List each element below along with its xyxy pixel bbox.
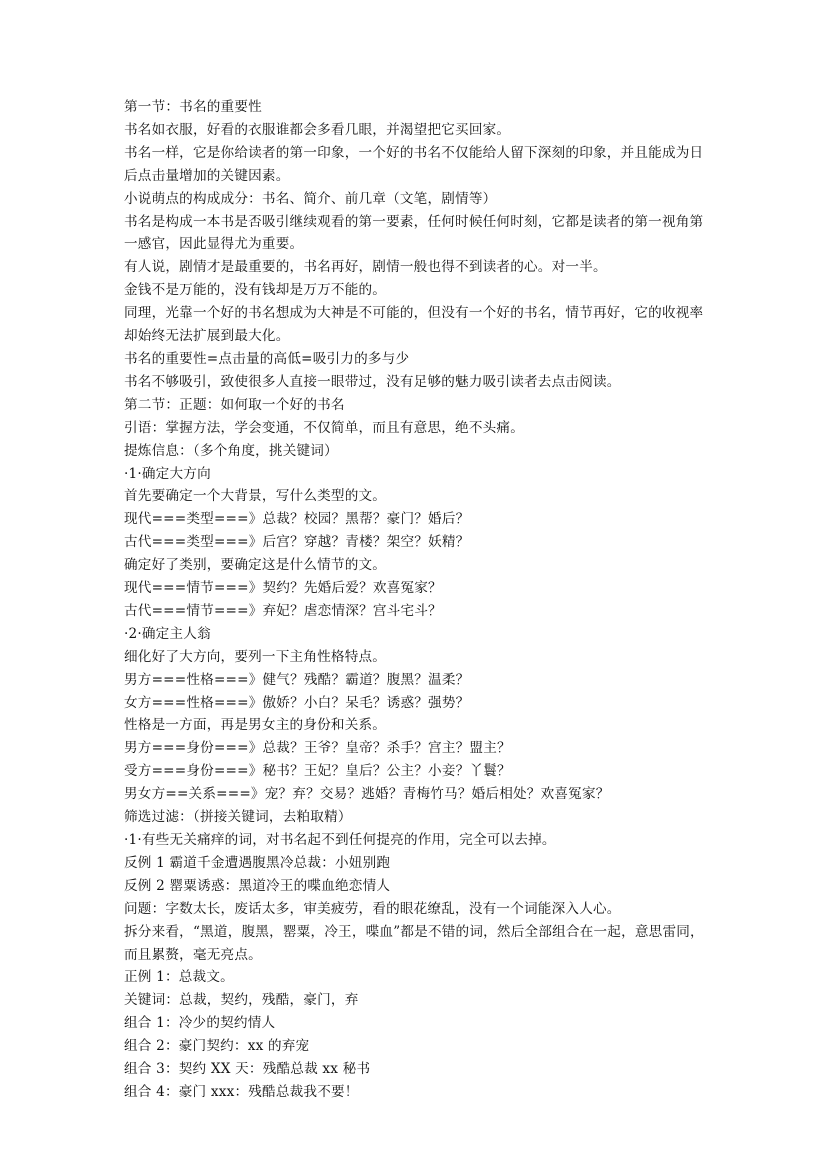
- paragraph: 古代===情节===》弃妃？虐恋情深？宫斗宅斗？: [124, 602, 442, 619]
- paragraph: 同理，光靠一个好的书名想成为大神是不可能的，但没有一个好的书名，情节再好，它的收视率却始终无法扩展到最大化。: [124, 305, 704, 345]
- paragraph: 首先要确定一个大背景，写什么类型的文。: [124, 488, 387, 505]
- paragraph: 古代===类型===》后宫？穿越？青楼？架空？妖精？: [124, 534, 470, 551]
- paragraph: 男方===性格===》健气？残酷？霸道？腹黑？温柔？: [124, 671, 470, 688]
- paragraph: 男方===身份===》总裁？王爷？皇帝？杀手？宫主？盟主？: [124, 740, 511, 757]
- subheading: ·1·确定大方向: [124, 465, 211, 482]
- paragraph: 金钱不是万能的，没有钱却是万万不能的。: [124, 282, 387, 299]
- paragraph: 细化好了大方向，要列一下主角性格特点。: [124, 648, 387, 665]
- paragraph: 组合 1：冷少的契约情人: [124, 1015, 276, 1032]
- paragraph: ·1·有些无关痛痒的词，对书名起不到任何提亮的作用，完全可以去掉。: [124, 832, 556, 848]
- paragraph: 书名一样，它是你给读者的第一印象，一个好的书名不仅能给人留下深刻的印象，并且能成为日后点击量增加的关键因素。: [124, 144, 704, 184]
- paragraph: 组合 4：豪门 xxx：残酷总裁我不要！: [124, 1083, 359, 1100]
- paragraph: 书名如衣服，好看的衣服谁都会多看几眼，并渴望把它买回家。: [124, 121, 511, 138]
- paragraph: 现代===情节===》契约？先婚后爱？欢喜冤家？: [124, 580, 442, 597]
- paragraph: 现代===类型===》总裁？校园？黑帮？豪门？婚后？: [124, 511, 470, 528]
- paragraph: 书名是构成一本书是否吸引继续观看的第一要素，任何时候任何时刻，它都是读者的第一视角第一感官，因此显得尤为重要。: [124, 213, 704, 253]
- paragraph: 反例 2 罂粟诱惑：黑道冷王的喋血绝恋情人: [124, 877, 391, 894]
- section-heading-1: 第一节：书名的重要性: [124, 99, 262, 115]
- paragraph: 筛选过滤：（拼接关键词，去粕取精）: [124, 809, 352, 826]
- paragraph: 反例 1 霸道千金遭遇腹黑冷总裁：小妞别跑: [124, 854, 391, 871]
- paragraph: 书名不够吸引，致使很多人直接一眼带过，没有足够的魅力吸引读者去点击阅读。: [124, 373, 621, 390]
- paragraph: 受方===身份===》秘书？王妃？皇后？公主？小妾？丫鬟？: [124, 763, 511, 780]
- paragraph: 确定好了类别，要确定这是什么情节的文。: [124, 557, 387, 574]
- paragraph: 书名的重要性=点击量的高低=吸引力的多与少: [124, 350, 410, 367]
- paragraph: 引语：掌握方法，学会变通，不仅简单，而且有意思，绝不头痛。: [124, 419, 525, 436]
- subheading: ·2·确定主人翁: [124, 625, 211, 642]
- paragraph: 小说萌点的构成成分：书名、简介、前几章（文笔，剧情等）: [124, 190, 497, 207]
- section-heading-2: 第二节：正题：如何取一个好的书名: [124, 396, 345, 413]
- paragraph: 组合 2：豪门契约：xx 的弃宠: [124, 1038, 310, 1055]
- paragraph: 问题：字数太长，废话太多，审美疲劳，看的眼花缭乱，没有一个词能深入人心。: [124, 900, 621, 917]
- paragraph: 组合 3：契约 XX 天：残酷总裁 xx 秘书: [124, 1061, 371, 1078]
- document-body: [124, 96, 714, 1104]
- paragraph: 性格是一方面，再是男女主的身份和关系。: [124, 717, 387, 734]
- paragraph: 男女方==关系===》宠？弃？交易？逃婚？青梅竹马？婚后相处？欢喜冤家？: [124, 786, 610, 803]
- paragraph: 有人说，剧情才是最重要的，书名再好，剧情一般也得不到读者的心。对一半。: [124, 259, 607, 276]
- paragraph: 女方===性格===》傲娇？小白？呆毛？诱惑？强势？: [124, 694, 470, 711]
- paragraph: 拆分来看，“黑道，腹黑，罂粟，冷王，喋血”都是不错的词，然后全部组合在一起，意思雷同，而且累赘，毫无亮点。: [124, 923, 704, 963]
- paragraph: 正例 1：总裁文。: [124, 969, 234, 986]
- paragraph: 提炼信息：（多个角度，挑关键词）: [124, 442, 338, 459]
- paragraph: 关键词：总裁，契约，残酷，豪门，弃: [124, 992, 359, 1009]
